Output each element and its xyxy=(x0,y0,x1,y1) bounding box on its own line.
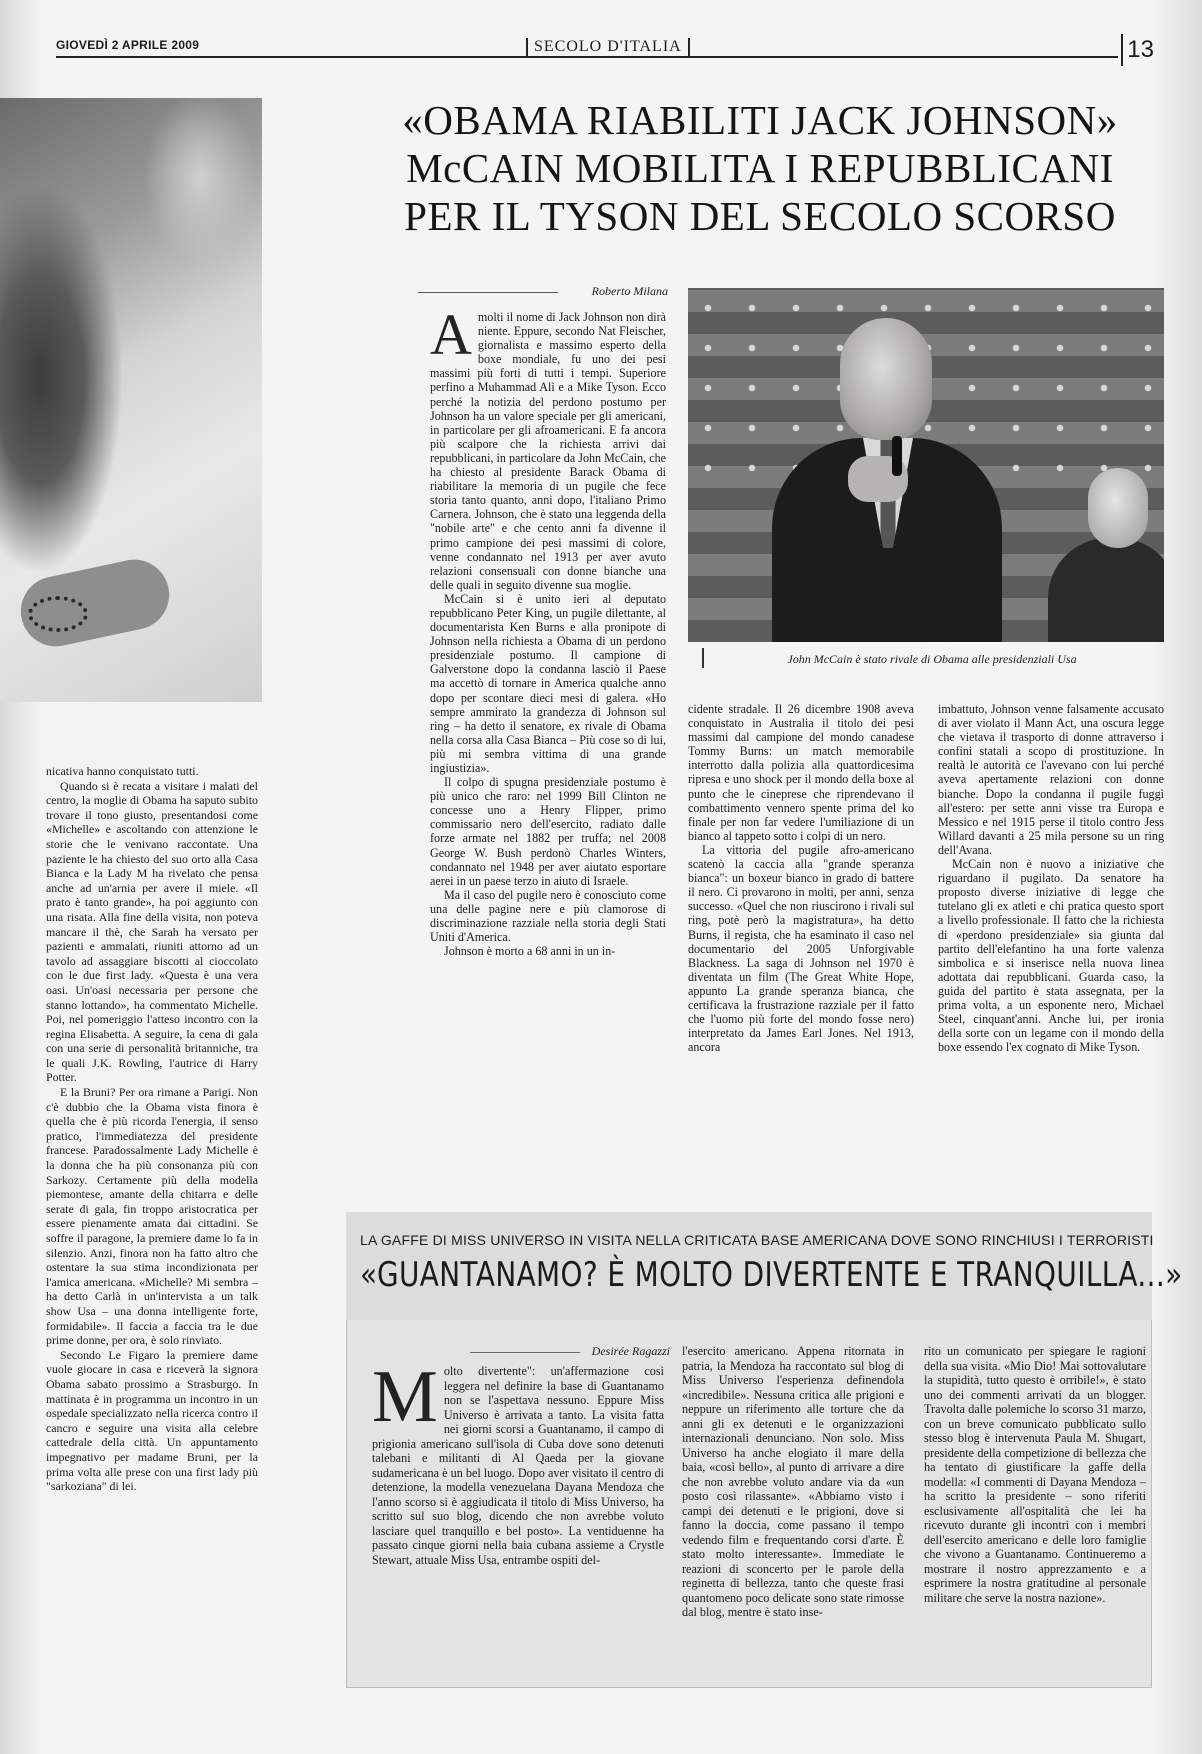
paragraph xyxy=(372,1356,664,1567)
headline-line-1: «OBAMA RIABILITI JACK JOHNSON» xyxy=(402,97,1118,143)
head-shape xyxy=(840,318,932,440)
paragraph-text: molti il nome di Jack Johnson non dirà niente. Eppure, secondo Nat Fleischer, giornalista e massimo esperto della boxe mondiale, fu uno dei pesi massimi più forti di tutti i tempi. Superiore perfino a Muhammad Alì e a Mike Tyson. Ecco perché la notizia del perdono postumo per Johnson ha un valore speciale per gli americani, in particolare per gli afroamericani. E fa ancora più scalpore che la richiesta arrivi dai repubblicani, in particolare da John McCain, che ha chiesto al presidente Barack Obama di riabilitare la memoria di un pugile che fece storia tanto quanto, anni dopo, l'italiano Primo Carnera. Johnson, che è stato una leggenda della "nobile arte" e che cento anni fa divenne il primo campione dei pesi massimi di colore, venne condannato nel 1913 per aver avuto relazioni consensuali con donne bianche una delle quali in seguito divenne sua moglie. xyxy=(430,310,666,592)
main-article-col-1 xyxy=(430,302,666,959)
paragraph: Il colpo di spugna presidenziale postumo è più unico che raro: nel 1999 Bill Clinton ne concesse uno a Henry Flipper, primo commissario nero dell'esercito, radiato dalle forze armate nel 1882 per truffa; nel 2008 George W. Bush perdonò Charles Winters, condannato nel 1948 per aver aiutato esportare aerei in un paese terzo in aiuto di Israele. xyxy=(430,775,666,888)
dropcap: A xyxy=(430,302,472,367)
paragraph: imbattuto, Johnson venne falsamente accusato di aver violato il Mann Act, una oscura legge che vietava il trasporto di donne attraverso i confini statali a scopo di prostituzione. In realtà le autorità ce l'avevano con lui perché aveva apertamente relazioni con donne bianche. Dopo la condanna il pugile fuggì all'estero: per sette anni visse tra Europa e Messico e nel 1915 perse il titolo contro Jess Willard davanti a 25 mila persone su un ring dell'Avana. xyxy=(938,702,1164,857)
background-person-face xyxy=(1088,468,1148,548)
paragraph: La vittoria del pugile afro-americano scatenò la caccia alla "grande speranza bianca": un boxeur bianco in grado di battere il nero. Ci provarono in molti, per anni, senza successo. «Quel che non riuscirono i rivali sul ring, potè però la magistratura», ha detto Burns, il regista, che ha esaminato il caso nel documentario del 2005 Unforgivable Blackness. La saga di Johnson nel 1970 è diventata un film (The Great White Hope, appunto La grande speranza bianca, che certificava la frustrazione razziale per il fatto che l'uomo più forte del mondo fosse nero) interpretato da James Earl Jones. Nel 1913, ancora xyxy=(688,842,914,1055)
paragraph: Secondo Le Figaro la premiere dame vuole giocare in casa e riceverà la signora Obama sabato prossimo a Strasburgo. In mattinata è in programma un incontro in un ospedale specializzato nella ricerca contro il cancro e seguire una visita alla celebre cattedrale della città. Un appuntamento impegnativo per madame Bruni, per la prima volta alle prese con una first lady più "sarkoziana" di lei. xyxy=(46,1347,258,1494)
main-article-col-3 xyxy=(938,702,1164,1054)
bracelet-shape xyxy=(28,596,88,632)
paragraph: McCain si è unito ieri al deputato repubblicano Peter King, un pugile dilettante, al documentarista Ken Burns e alla pronipote di Johnson nella richiesta a Obama di un perdono presidenziale postumo. Il campione di Galverstone dopo la condanna lasciò il Paese ma accettò di tornare in America qualche anno dopo per scontare dieci mesi di galera. «Ho sempre ammirato la grandezza di Johnson sul ring – ha detto il senatore, ex rivale di Obama nella corsa alla Casa Bianca – Più cose so di lui, più mi sembra vittima di una grande ingiustizia». xyxy=(430,591,666,775)
paragraph: Ma il caso del pugile nero è conosciuto come una delle pagine nere e più clamorose di discriminazione razziale nella storia degli Stati Uniti d'America. xyxy=(430,887,666,945)
headline-line-2: McCAIN MOBILITA I REPUBBLICANI xyxy=(406,145,1114,191)
paragraph: McCain non è nuovo a iniziative che riguardano il pugilato. Da senatore ha proposto diverse iniziative di legge che tutelano gli ex atleti e chi pratica questo sport a livello professionale. Il fatto che la richiesta di «perdono presidenziale» sia giunta dal partito dell'elefantino ha una forte valenza simbolica e si inserisce nella nuova linea adottata dai repubblicani. Guarda caso, la guida del partito è stata assegnata, per la prima volta, a un esponente nero, Michael Steel, cinquant'anni. Anche lui, per ironia della sorte con un legame con il mondo della boxe essendo l'ex cognato di Mike Tyson. xyxy=(938,857,1164,1055)
header-date: GIOVEDÌ 2 APRILE 2009 xyxy=(56,38,200,52)
box-headline: «GUANTANAMO? È MOLTO DIVERTENTE E TRANQUILLA...» xyxy=(360,1255,1183,1295)
main-article-col-2 xyxy=(688,702,914,1054)
paragraph: Johnson è morto a 68 anni in un in- xyxy=(444,944,616,959)
box-article-col-2 xyxy=(682,1344,904,1620)
main-headline xyxy=(330,96,1190,240)
headline-line-3: PER IL TYSON DEL SECOLO SCORSO xyxy=(404,193,1116,239)
dropcap: M xyxy=(372,1356,438,1438)
mccain-photo xyxy=(688,288,1164,642)
box-kicker: LA GAFFE DI MISS UNIVERSO IN VISITA NELLA CRITICATA BASE AMERICANA DOVE SONO RINCHIUSI I TERRORISTI xyxy=(360,1232,1154,1248)
page-header xyxy=(56,34,1162,74)
photo-caption: John McCain è stato rivale di Obama alle presidenziali Usa xyxy=(787,652,1077,666)
paragraph: E la Bruni? Per ora rimane a Parigi. Non c'è dubbio che la Obama vista finora è quella che è più ricorda l'energia, il senso pratico, l'immediatezza del presidente francese. Paradossalmente Lady Michelle è la donna che ha più consonanza più con Sarkozy. Certamente più della modella piemontese, amante della chitarra e delle serate di gala, fin troppo aristocratica per essere pienamente amata dai cittadini. Se soffre il paragone, la premiere dame lo fa in silenzio. Anzi, finora non ha fatto altro che ostentare la sua stima incondizionata per l'amica americana. «Michelle? Mi sembra – ha detto Carlà in un'intervista a un talk show Usa – una donna intelligente forte, formidabile». Il faccia a faccia tra le due prime donne, per ora, è solo rinviato. xyxy=(46,1085,258,1348)
paragraph: l'esercito americano. Appena ritornata in patria, la Mendoza ha raccontato sul blog di Miss Universo l'esperienza definendola «incredibile». Nessuna critica alle prigioni e neppure un riferimento alle torture che da anni gli ex detenuti e le organizzazioni internazionali denunciano. Non solo. Miss Universo ha anche elogiato il mare della baia, «così bello», al punto di arrivare a dire che non avrebbe voluto andare via da «un posto così rilassante». «Abbiamo visto i campi dei detenuti e le prigioni, dove si fanno la doccia, come passano il tempo vedendo film e frequentando corsi d'arte. È stato molto interessante». Immediate le reazioni di sconcerto per le parole della reginetta di bellezza, tanto che queste frasi quantomeno poco delicate sono state rimosse dal blog, mentre è stato inse- xyxy=(682,1344,904,1619)
paragraph-text: olto divertente": un'affermazione così leggera nel definire la base di Guantanamo non se l'aspettava nessuno. Eppure Miss Universo è arrivata a tanto. La visita fatta nei giorni scorsi a Guantanamo, il campo di prigionia americano sull'isola di Cuba dove sono detenuti talebani e militanti di Al Qaeda per la giovane sudamericana è un bel luogo. Dopo aver visitato il centro di detenzione, la modella venezuelana Dayana Mendoza che l'anno scorso si è aggiudicata il titolo di Miss Universo, ha scritto sul suo blog, dicendo che non avrebbe voluto lasciare quel tranquillo e bel posto». La ventiduenne ha passato cinque giorni nella baia cubana assieme a Crystle Stewart, attuale Miss Usa, entrambe ospiti del- xyxy=(372,1364,664,1567)
left-article-col xyxy=(46,764,258,1494)
paragraph: cidente stradale. Il 26 dicembre 1908 aveva conquistato in Australia il titolo dei pesi massimi dal campione del mondo canadese Tommy Burns: un match memorabile interrotto dalla polizia alla quattordicesima ripresa e uno shock per il mondo della boxe al punto che le cineprese che riprendevano il combattimento vennero spente prima del ko finale per non far vedere l'umiliazione di un bianco al tappeto sotto i colpi di un nero. xyxy=(688,702,914,843)
box-article-col-3 xyxy=(924,1344,1146,1605)
microphone-icon xyxy=(892,436,902,476)
paragraph: rito un comunicato per spiegare le ragioni della sua visita. «Mio Dio! Mai sottovalutare la stupidità, tutto questo è orribile!», è stato uno dei commenti arrivati da un blogger. Travolta dalle polemiche lo scorso 31 marzo, con un breve comunicato pubblicato sullo stesso blog è intervenuta Paula M. Shugart, presidente della competizione di bellezza che ha tentato di giustificare la gaffe della modella: «I commenti di Dayana Mendoza – ha scritto la presidente – sono riferiti esclusivamente all'ospitalità che lei ha ricevuto durante gli incontri con i membri dell'esercito americano e delle loro famiglie che vivono a Guantanamo. Continueremo a mostrare il nostro apprezzamento e a esprimere la nostra gratitudine al personale militare che serve la nostra nazione». xyxy=(924,1344,1146,1605)
page-number: 13 xyxy=(1121,34,1154,66)
header-rule xyxy=(56,56,1118,58)
paragraph xyxy=(430,302,666,592)
main-byline: Roberto Milana xyxy=(418,284,668,299)
box-article-col-1 xyxy=(372,1356,664,1567)
paragraph: nicativa hanno conquistato tutti. xyxy=(46,764,199,778)
paragraph: Quando si è recata a visitare i malati del centro, la moglie di Obama ha saputo subito trovare il tono giusto, presentandosi come «Michelle» e ascoltando con attenzione le storie che le venivano raccontate. Una paziente le ha chiesto del suo orto alla Casa Bianca e la Lady M ha rivelato che pensa anche ad un'arnia per avere il miele. «Il prato è tanto grande», ha poi aggiunto con una risata. Alla fine della visita, non poteva mancare il thè, che Sarah ha versato per pazienti e ammalati, riuniti attorno ad un tavolo ad assaggiare biscotti al cioccolato con le due first lady. «Questa è una vera oasi. Un'oasi necessaria per persone che stanno lottando», ha commentato Michelle. Poi, nel pomeriggio l'atteso incontro con la regina Elisabetta. A seguire, la cena di gala con una serie di personalità britanniche, tra le quali J.K. Rowling, l'autrice di Harry Potter. xyxy=(46,778,258,1085)
box-byline: Desirée Ragazzi xyxy=(470,1344,670,1359)
masthead: SECOLO D'ITALIA xyxy=(526,38,690,56)
left-photo xyxy=(0,98,262,702)
